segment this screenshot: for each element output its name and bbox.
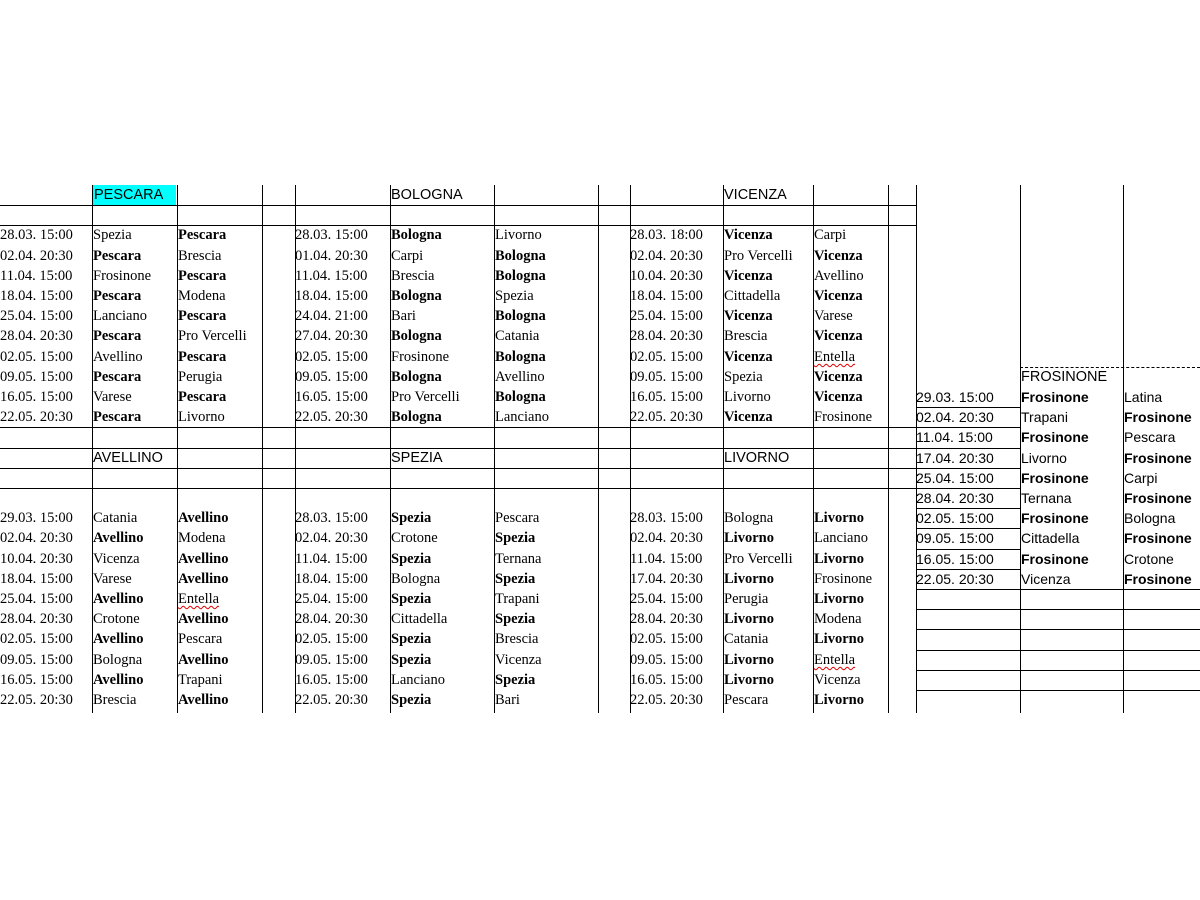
grid-hline [0,488,916,489]
grid-hline [916,589,1020,590]
away-team: Vicenza [495,652,542,668]
away-team: Lanciano [814,530,868,546]
match-date: 02.05. 15:00 [295,349,368,365]
away-team: Avellino [178,652,229,668]
away-team: Frosinone [1124,490,1192,506]
match-date: 22.05. 20:30 [630,409,703,425]
away-team: Brescia [495,631,539,647]
home-team: Spezia [724,369,763,385]
away-team: Vicenza [814,389,863,405]
home-team: Pro Vercelli [724,551,793,567]
dashed-border [1020,589,1200,590]
away-team: Frosinone [1124,450,1192,466]
away-team: Spezia [495,611,536,627]
match-date: 28.03. 15:00 [295,227,368,243]
match-date: 09.05. 15:00 [0,369,73,385]
home-team: Pescara [93,328,142,344]
away-team: Entella [814,349,856,365]
away-team: Vicenza [814,248,863,264]
away-team: Latina [1124,389,1163,405]
away-team: Spezia [495,672,536,688]
home-team: Spezia [391,692,432,708]
away-team: Pescara [495,510,540,526]
match-date: 02.04. 20:30 [0,248,73,264]
home-team: Spezia [391,631,432,647]
match-date: 22.05. 20:30 [295,692,368,708]
away-team: Livorno [814,551,864,567]
match-date: 25.04. 15:00 [295,591,368,607]
match-date: 01.04. 20:30 [295,248,368,264]
home-team: Pescara [93,288,142,304]
home-team: Pro Vercelli [724,248,793,264]
match-date: 11.04. 15:00 [295,551,368,567]
away-team: Avellino [178,571,229,587]
match-date: 10.04. 20:30 [0,551,73,567]
away-team: Bologna [495,308,546,324]
home-team: Vicenza [1021,571,1071,587]
match-date: 16.05. 15:00 [630,672,703,688]
away-team: Pescara [178,389,227,405]
away-team: Frosinone [1124,409,1192,425]
away-team: Bari [495,692,520,708]
away-team: Frosinone [814,409,872,425]
home-team: Cittadella [391,611,448,627]
away-team: Frosinone [1124,571,1192,587]
away-team: Bologna [495,268,546,284]
table-title: AVELLINO [93,450,163,466]
away-team: Modena [814,611,862,627]
home-team: Brescia [724,328,768,344]
home-team: Bologna [391,328,442,344]
home-team: Lanciano [93,308,147,324]
away-team: Vicenza [814,672,861,688]
home-team: Brescia [93,692,137,708]
match-date: 18.04. 15:00 [0,288,73,304]
away-team: Avellino [178,692,229,708]
fixture-spreadsheet [0,185,1200,713]
away-team: Frosinone [1124,530,1192,546]
away-team: Pescara [178,268,227,284]
away-team: Frosinone [814,571,872,587]
away-team: Entella [814,652,856,668]
match-date: 16.05. 15:00 [295,389,368,405]
home-team: Spezia [391,591,432,607]
away-team: Avellino [178,510,229,526]
match-date: 22.05. 20:30 [916,571,994,587]
home-team: Spezia [391,652,432,668]
home-team: Bologna [724,510,774,526]
match-date: 24.04. 21:00 [295,308,368,324]
home-team: Bari [391,308,416,324]
home-team: Bologna [391,227,442,243]
table-title: LIVORNO [724,450,790,466]
home-team: Frosinone [391,349,449,365]
match-date: 02.05. 15:00 [630,349,703,365]
home-team: Avellino [93,591,144,607]
grid-hline [0,225,916,226]
table-title: VICENZA [724,187,787,203]
away-team: Spezia [495,571,536,587]
table-title: PESCARA [93,185,176,205]
away-team: Avellino [178,611,229,627]
match-date: 16.05. 15:00 [0,389,73,405]
match-date: 09.05. 15:00 [630,652,703,668]
home-team: Avellino [93,672,144,688]
home-team: Varese [93,571,132,587]
away-team: Ternana [495,551,542,567]
home-team: Ternana [1021,490,1072,506]
away-team: Livorno [495,227,542,243]
away-team: Carpi [814,227,847,243]
away-team: Bologna [495,248,546,264]
away-team: Crotone [1124,551,1174,567]
match-date: 25.04. 15:00 [630,308,703,324]
match-date: 25.04. 15:00 [916,470,994,486]
grid-hline [1020,609,1200,610]
match-date: 28.04. 20:30 [0,611,73,627]
home-team: Pescara [93,409,142,425]
match-date: 09.05. 15:00 [295,369,368,385]
match-date: 02.05. 15:00 [0,631,73,647]
grid-hline [1020,629,1200,630]
grid-hline [916,609,1020,610]
away-team: Livorno [814,631,864,647]
home-team: Spezia [391,551,432,567]
home-team: Frosinone [93,268,151,284]
match-date: 16.05. 15:00 [0,672,73,688]
away-team: Livorno [814,510,864,526]
away-team: Pescara [178,631,223,647]
home-team: Cittadella [1021,530,1080,546]
match-date: 28.03. 15:00 [0,227,73,243]
away-team: Trapani [178,672,223,688]
match-date: 22.05. 20:30 [295,409,368,425]
home-team: Livorno [724,530,774,546]
grid-hline [916,690,1020,691]
away-team: Vicenza [814,328,863,344]
match-date: 16.05. 15:00 [630,389,703,405]
home-team: Spezia [93,227,132,243]
home-team: Crotone [391,530,438,546]
home-team: Frosinone [1021,429,1089,445]
match-date: 28.04. 20:30 [0,328,73,344]
match-date: 16.05. 15:00 [916,551,994,567]
home-team: Bologna [391,571,441,587]
away-team: Avellino [814,268,864,284]
away-team: Bologna [1124,510,1176,526]
match-date: 28.04. 20:30 [630,328,703,344]
home-team: Carpi [391,248,424,264]
away-team: Livorno [814,591,864,607]
match-date: 11.04. 15:00 [295,268,368,284]
home-team: Frosinone [1021,389,1089,405]
grid-hline [916,670,1020,671]
home-team: Avellino [93,349,143,365]
table-title: SPEZIA [391,450,443,466]
match-date: 11.04. 15:00 [0,268,73,284]
match-date: 02.04. 20:30 [630,530,703,546]
away-team: Entella [178,591,220,607]
match-date: 02.05. 15:00 [916,510,994,526]
away-team: Pescara [178,349,227,365]
home-team: Vicenza [724,349,773,365]
away-team: Avellino [178,551,229,567]
grid-hline [0,205,916,206]
home-team: Crotone [93,611,140,627]
match-date: 02.04. 20:30 [0,530,73,546]
home-team: Pescara [724,692,769,708]
home-team: Bologna [391,288,442,304]
home-team: Cittadella [724,288,781,304]
home-team: Bologna [93,652,143,668]
grid-vline [262,185,263,713]
home-team: Vicenza [724,308,773,324]
match-date: 02.04. 20:30 [295,530,368,546]
away-team: Bologna [495,389,546,405]
match-date: 18.04. 15:00 [630,288,703,304]
match-date: 22.05. 20:30 [0,692,73,708]
match-date: 02.05. 15:00 [0,349,73,365]
away-team: Spezia [495,288,534,304]
grid-hline [916,650,1020,651]
home-team: Vicenza [724,227,773,243]
home-team: Livorno [724,652,774,668]
home-team: Vicenza [724,409,773,425]
match-date: 28.04. 20:30 [295,611,368,627]
home-team: Vicenza [724,268,773,284]
home-team: Pescara [93,369,142,385]
home-team: Vicenza [93,551,140,567]
table-title: BOLOGNA [391,187,463,203]
away-team: Perugia [178,369,223,385]
match-date: 28.04. 20:30 [916,490,994,506]
table-title: FROSINONE [1021,369,1108,385]
match-date: 25.04. 15:00 [630,591,703,607]
match-date: 29.03. 15:00 [916,389,994,405]
away-team: Carpi [1124,470,1158,486]
away-team: Bologna [495,349,546,365]
match-date: 02.05. 15:00 [630,631,703,647]
away-team: Varese [814,308,853,324]
away-team: Catania [495,328,540,344]
grid-hline [1020,670,1200,671]
home-team: Varese [93,389,132,405]
away-team: Pro Vercelli [178,328,247,344]
away-team: Livorno [814,692,864,708]
match-date: 18.04. 15:00 [295,571,368,587]
match-date: 18.04. 15:00 [295,288,368,304]
away-team: Livorno [178,409,225,425]
away-team: Modena [178,530,226,546]
away-team: Brescia [178,248,222,264]
home-team: Perugia [724,591,769,607]
match-date: 09.05. 15:00 [916,530,994,546]
match-date: 11.04. 15:00 [916,429,993,445]
home-team: Brescia [391,268,435,284]
match-date: 28.03. 15:00 [295,510,368,526]
home-team: Bologna [391,409,442,425]
match-date: 02.04. 20:30 [916,409,994,425]
home-team: Livorno [724,571,774,587]
match-date: 09.05. 15:00 [0,652,73,668]
home-team: Frosinone [1021,470,1089,486]
grid-hline [1020,650,1200,651]
home-team: Trapani [1021,409,1068,425]
away-team: Pescara [178,227,227,243]
away-team: Trapani [495,591,540,607]
match-date: 09.05. 15:00 [295,652,368,668]
match-date: 16.05. 15:00 [295,672,368,688]
match-date: 02.05. 15:00 [295,631,368,647]
home-team: Pro Vercelli [391,389,460,405]
grid-hline [0,468,916,469]
match-date: 18.04. 15:00 [0,571,73,587]
match-date: 02.04. 20:30 [630,248,703,264]
grid-vline [598,185,599,713]
home-team: Frosinone [1021,551,1089,567]
match-date: 10.04. 20:30 [630,268,703,284]
match-date: 25.04. 15:00 [0,308,73,324]
match-date: 17.04. 20:30 [630,571,703,587]
match-date: 17.04. 20:30 [916,450,994,466]
away-team: Spezia [495,530,536,546]
home-team: Catania [93,510,138,526]
match-date: 25.04. 15:00 [0,591,73,607]
home-team: Frosinone [1021,510,1089,526]
home-team: Livorno [1021,450,1067,466]
home-team: Catania [724,631,769,647]
grid-hline [0,427,916,428]
match-date: 28.04. 20:30 [630,611,703,627]
match-date: 28.03. 18:00 [630,227,703,243]
home-team: Bologna [391,369,442,385]
match-date: 22.05. 20:30 [630,692,703,708]
home-team: Spezia [391,510,432,526]
away-team: Modena [178,288,226,304]
match-date: 29.03. 15:00 [0,510,73,526]
away-team: Vicenza [814,369,863,385]
away-team: Pescara [178,308,227,324]
away-team: Lanciano [495,409,549,425]
grid-hline [1020,690,1200,691]
home-team: Livorno [724,672,774,688]
grid-hline [916,629,1020,630]
away-team: Vicenza [814,288,863,304]
grid-vline [888,185,889,713]
home-team: Lanciano [391,672,445,688]
match-date: 27.04. 20:30 [295,328,368,344]
match-date: 22.05. 20:30 [0,409,73,425]
match-date: 09.05. 15:00 [630,369,703,385]
match-date: 28.03. 15:00 [630,510,703,526]
home-team: Livorno [724,389,771,405]
home-team: Avellino [93,530,144,546]
away-team: Pescara [1124,429,1176,445]
home-team: Livorno [724,611,774,627]
away-team: Avellino [495,369,545,385]
home-team: Avellino [93,631,144,647]
home-team: Pescara [93,248,142,264]
match-date: 11.04. 15:00 [630,551,703,567]
